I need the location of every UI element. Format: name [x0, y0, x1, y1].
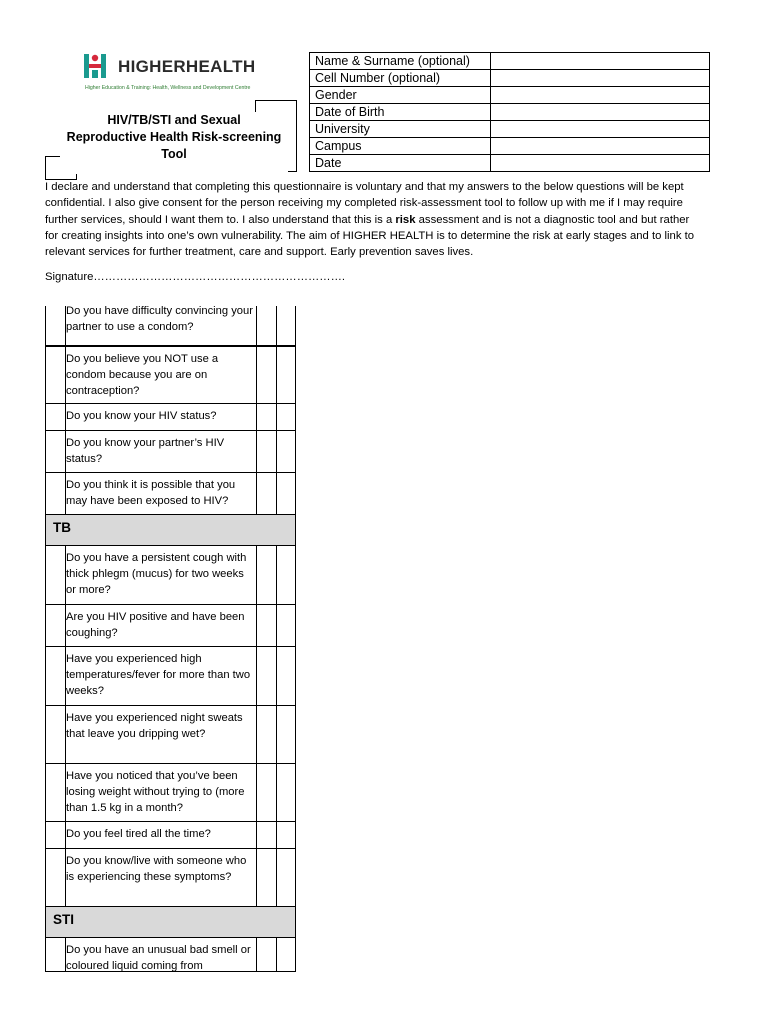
answer-cell-yes[interactable]	[256, 938, 257, 971]
info-value-field[interactable]	[491, 70, 710, 87]
answer-cell-no[interactable]	[276, 764, 277, 821]
answer-cell-yes[interactable]	[256, 546, 257, 604]
info-row	[310, 104, 710, 121]
title-line-1: HIV/TB/STI and Sexual	[107, 113, 241, 127]
info-value-field[interactable]	[491, 104, 710, 121]
question-text: Do you know your HIV status?	[66, 410, 217, 422]
section-header-sti: STI	[45, 907, 296, 938]
question-row	[45, 404, 296, 431]
question-row	[45, 938, 296, 972]
answer-cell-yes[interactable]	[256, 706, 257, 763]
title-line-2: Reproductive Health Risk-screening	[66, 130, 282, 144]
answer-cell-yes[interactable]	[256, 822, 257, 848]
info-value-field[interactable]	[491, 138, 710, 155]
info-label: Date	[310, 155, 491, 172]
answer-cell-yes[interactable]	[256, 647, 257, 705]
question-text: Do you have difficulty convincing your partner to use a condom?	[66, 305, 253, 333]
declaration-risk-word: risk	[395, 213, 416, 226]
declaration-text-2: assessment and is not a diagnostic tool and but rather for creating insights into one’s own vulnerability. The aim of HIGHER HEALTH is to determine the risk at early stages and to link to relevant services for further treatment, care and support. Early prevention saves lives.	[45, 213, 695, 259]
answer-cell-no[interactable]	[276, 404, 277, 430]
signature-line[interactable]: Signature………………………………………………………….	[45, 271, 346, 283]
question-row	[45, 431, 296, 473]
info-row	[310, 121, 710, 138]
brand-name: HIGHERHEALTH	[118, 57, 256, 76]
info-label: Campus	[310, 138, 491, 155]
question-text: Do you have an unusual bad smell or coloured liquid coming from	[66, 944, 251, 972]
answer-cell-no[interactable]	[276, 938, 277, 971]
answer-cell-no[interactable]	[276, 546, 277, 604]
question-row	[45, 764, 296, 822]
question-text: Are you HIV positive and have been coughing?	[66, 611, 245, 639]
answer-cell-no[interactable]	[276, 849, 277, 906]
question-text: Do you have a persistent cough with thick phlegm (mucus) for two weeks or more?	[66, 552, 247, 596]
higher-health-logo	[82, 52, 282, 98]
question-text: Do you think it is possible that you may have been exposed to HIV?	[66, 479, 236, 507]
info-value-field[interactable]	[491, 155, 710, 172]
document-title	[60, 112, 288, 174]
info-row	[310, 87, 710, 104]
info-value-field[interactable]	[491, 121, 710, 138]
question-row	[45, 546, 296, 605]
answer-cell-yes[interactable]	[256, 473, 257, 514]
answer-cell-no[interactable]	[276, 306, 277, 345]
answer-cell-yes[interactable]	[256, 605, 257, 646]
info-label: Name & Surname (optional)	[310, 53, 491, 70]
higher-health-logo-icon	[82, 52, 112, 82]
personal-info-table	[309, 52, 710, 172]
info-value-field[interactable]	[491, 87, 710, 104]
question-text: Have you experienced high temperatures/fever for more than two weeks?	[66, 653, 251, 697]
answer-cell-yes[interactable]	[256, 849, 257, 906]
answer-cell-no[interactable]	[276, 431, 277, 472]
answer-cell-yes[interactable]	[256, 306, 257, 345]
question-row	[45, 473, 296, 515]
info-row	[310, 155, 710, 172]
question-row	[45, 306, 296, 346]
answer-cell-no[interactable]	[276, 605, 277, 646]
info-label: Gender	[310, 87, 491, 104]
question-row	[45, 605, 296, 647]
section-header-tb: TB	[45, 515, 296, 546]
title-line-3: Tool	[161, 147, 187, 161]
info-label: Date of Birth	[310, 104, 491, 121]
info-row	[310, 53, 710, 70]
answer-cell-no[interactable]	[276, 647, 277, 705]
question-text: Do you feel tired all the time?	[66, 828, 211, 840]
brand-tagline: Higher Education & Training: Health, Wellness and Development Centre	[85, 85, 251, 91]
info-label: Cell Number (optional)	[310, 70, 491, 87]
question-row	[45, 822, 296, 849]
answer-cell-no[interactable]	[276, 347, 277, 403]
answer-cell-yes[interactable]	[256, 431, 257, 472]
consent-declaration	[45, 179, 705, 260]
question-row	[45, 849, 296, 907]
answer-cell-no[interactable]	[276, 822, 277, 848]
question-row	[45, 346, 296, 404]
info-row	[310, 138, 710, 155]
question-text: Do you know/live with someone who is experiencing these symptoms?	[66, 855, 247, 883]
declaration-text-1: I declare and understand that completing this questionnaire is voluntary and that my answers to the below questions will be kept confidential. I also give consent for the person receiving my completed risk-assessment tool to follow up with me if I may require further services, should I want them to. I also understand that this is a	[45, 181, 684, 226]
info-label: University	[310, 121, 491, 138]
info-value-field[interactable]	[491, 53, 710, 70]
answer-cell-no[interactable]	[276, 473, 277, 514]
answer-cell-yes[interactable]	[256, 347, 257, 403]
info-row	[310, 70, 710, 87]
answer-cell-no[interactable]	[276, 706, 277, 763]
answer-cell-yes[interactable]	[256, 404, 257, 430]
question-text: Have you experienced night sweats that leave you dripping wet?	[66, 712, 243, 740]
question-row	[45, 706, 296, 764]
question-text: Do you believe you NOT use a condom because you are on contraception?	[66, 353, 219, 397]
question-text: Have you noticed that you’ve been losing weight without trying to (more than 1.5 kg in a month?	[66, 770, 245, 814]
answer-cell-yes[interactable]	[256, 764, 257, 821]
question-text: Do you know your partner’s HIV status?	[66, 437, 225, 465]
question-row	[45, 647, 296, 706]
